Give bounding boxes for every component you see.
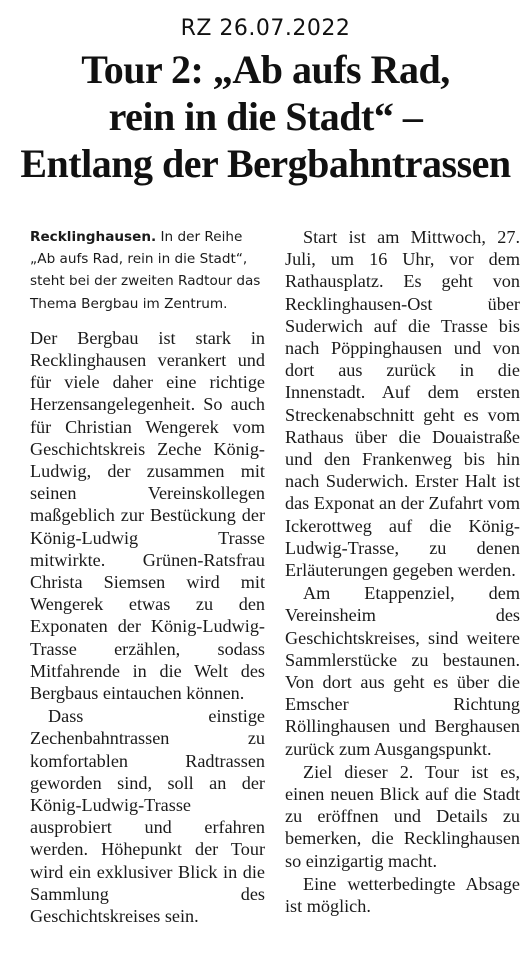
body-paragraph-5: Ziel dieser 2. Tour ist es, einen neuen Blick auf die Stadt zu eröffnen und Details zu bemerken, die Recklinghausen so einzigartig macht.: [285, 761, 520, 871]
headline-line-2: rein in die Stadt“ –: [108, 94, 423, 139]
publication-date-line: RZ 26.07.2022: [180, 16, 351, 41]
body-paragraph-4: Am Etappenziel, dem Vereinsheim des Geschichtskreises, sind weitere Sammlerstücke zu bestaunen. Von dort aus geht es über die Emscher Richtung Röllinghausen und Berghausen zurück zum Ausgangspunkt.: [285, 583, 520, 759]
article-teaser: [30, 226, 265, 315]
body-paragraph-6: Eine wetterbedingte Absage ist möglich.: [285, 873, 520, 917]
body-paragraph-1: Der Bergbau ist stark in Recklinghausen verankert und für viele daher eine richtige Herzensangelegenheit. So auch für Christian Wengerek vom Geschichtskreis Zeche König-Ludwig, der zusammen mit seinen Vereinskollegen maßgeblich zur Bestückung der König-Ludwig Trasse mitwirkte. Grünen-Ratsfrau Christa Siemsen wird mit Wengerek etwas zu den Exponaten der König-Ludwig-Trasse erzählen, sodass Mitfahrende in die Welt des Bergbaus eintauchen können.: [30, 327, 265, 704]
teaser-text: In der Reihe „Ab aufs Rad, rein in die Stadt“, steht bei der zweiten Radtour das Thema Bergbau im Zentrum.: [30, 229, 261, 312]
body-paragraph-3: Start ist am Mittwoch, 27. Juli, um 16 Uhr, vor dem Rathausplatz. Es geht von Recklinghausen-Ost über Suderwich auf die Trasse bis nach Pöppinghausen und von dort aus zurück in die Innenstadt. Auf dem ersten Streckenabschnitt geht es vom Rathaus über die Douaistraße und den Frankenweg bis hin nach Suderwich. Erster Halt ist das Exponat an der Zufahrt vom Ickerottweg auf die König-Ludwig-Trasse, zu denen Erläuterungen gegeben werden.: [285, 227, 520, 581]
headline-line-3: Entlang der Bergbahntrassen: [20, 141, 511, 186]
article-column-left: [30, 226, 265, 927]
body-paragraph-2: Dass einstige Zechenbahntrassen zu komfortablen Radtrassen geworden sind, soll an der König-Ludwig-Trasse ausprobiert und erfahren werden. Höhepunkt der Tour wird ein exklusiver Blick in die Sammlung des Geschichtskreises sein.: [30, 706, 265, 927]
headline-line-1: Tour 2: „Ab aufs Rad,: [81, 47, 450, 92]
article-column-right: [285, 226, 520, 917]
article-headline: [0, 46, 531, 187]
teaser-location: Recklinghausen.: [30, 229, 157, 245]
